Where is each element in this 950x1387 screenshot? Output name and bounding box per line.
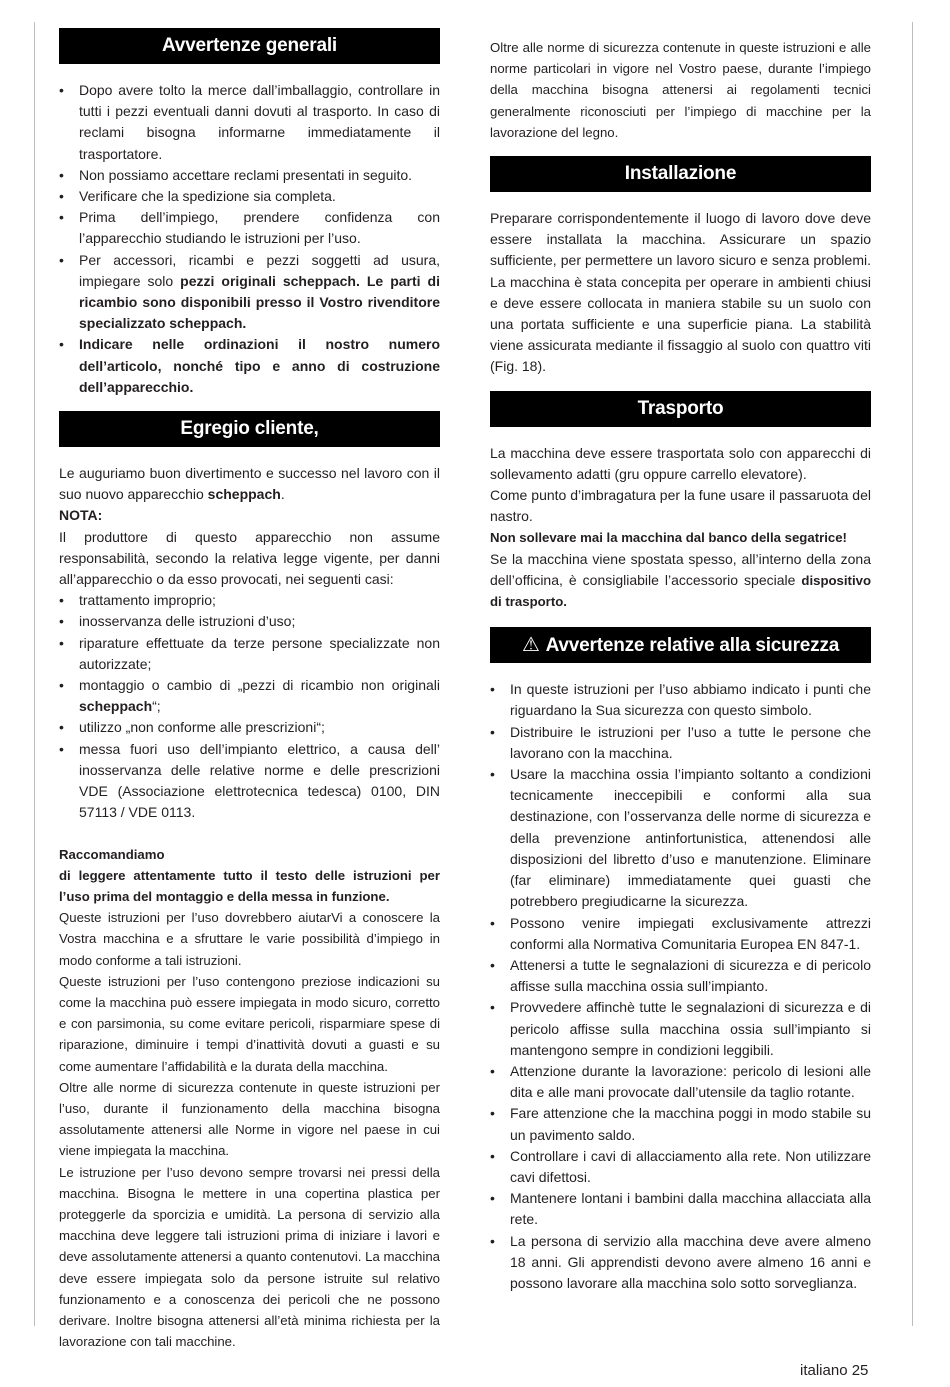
recommend-title: Raccomandiamo — [59, 846, 165, 862]
list-item: • Usare la macchina ossia l’impianto soltanto a condizioni tecnicamente ineccepibili e conformi alla sua destinazione, con l’osservanza delle norme di sicurezza e della prevenzione antinfortunistica, attenendosi alle disposizioni del libretto d’uso e manutenzione. Eliminare (far eliminare) immediatamente quei guasti che potrebbero pregiudicarne la sicurezza. — [490, 764, 871, 912]
welcome-text: Le auguriamo buon divertimento e successo nel lavoro con il suo nuovo apparecchio scheppach. — [59, 465, 440, 503]
list-item: • utilizzo „non conforme alle prescrizioni“; — [59, 717, 440, 738]
list-item: • Prima dell’impiego, prendere confidenza con l’apparecchio studiando le istruzioni per l’uso. — [59, 207, 440, 249]
list-item: • Mantenere lontani i bambini dalla macchina allacciata alla rete. — [490, 1188, 871, 1230]
list-item: • Controllare i cavi di allacciamento alla rete. Non utilizzare cavi difettosi. — [490, 1146, 871, 1188]
transport-text-3: Se la macchina viene spostata spesso, all’interno della zona dell’officina, è consigliabile l’accessorio speciale dispositivo di trasporto. — [490, 550, 871, 610]
transport-warning: Non sollevare mai la macchina dal banco della segatrice! — [490, 530, 847, 546]
left-column — [59, 28, 440, 1352]
recommend-text: di leggere attentamente tutto il testo delle istruzioni per l’uso prima del montaggio e della messa in funzione. — [59, 867, 440, 904]
paragraph: Oltre alle norme di sicurezza contenute in queste istruzioni per l’uso, durante il funzionamento della macchina bisogna assolutamente attenersi alle Norme in vigore nel paese in cui viene impiegata la macchina. — [59, 1079, 440, 1159]
list-item: • riparature effettuate da terze persone specializzate non autorizzate; — [59, 633, 440, 675]
list-item: • Per accessori, ricambi e pezzi soggetti ad usura, impiegare solo pezzi originali scheppach. Le parti di ricambio sono disponibili presso il Vostro rivenditore specializzato scheppach. — [59, 250, 440, 335]
paragraph: Queste istruzioni per l’uso contengono preziose indicazioni su come la macchina può essere impiegata in modo sicuro, corretto e con parsimonia, su come evitare pericoli, risparmiare spese di riparazione, diminuire i tempi d’inattività dovuti a guasti e su come aumentare l’affidabilità e la durata della macchina. — [59, 973, 440, 1074]
heading-safety — [490, 627, 871, 663]
heading-installation: Installazione — [490, 156, 871, 192]
list-item: • Verificare che la spedizione sia completa. — [59, 186, 440, 207]
list-item: • Provvedere affinchè tutte le segnalazioni di sicurezza e di pericolo affisse sulla macchina ossia sull’impianto si mantengono sempre in condizioni leggibili. — [490, 997, 871, 1061]
list-item: • Attenzione durante la lavorazione: pericolo di lesioni alle dita e alle mani provocate dall’utensile da taglio rotante. — [490, 1061, 871, 1103]
list-item: • In queste istruzioni per l’uso abbiamo indicato i punti che riguardano la Sua sicurezza con questo simbolo. — [490, 679, 871, 721]
safety-list — [490, 679, 871, 1294]
list-item: • messa fuori uso dell’impianto elettrico, a causa dell’ inosservanza delle relative norme e delle prescrizioni VDE (Associazione elettrotecnica tedesca) 0100, DIN 57113 / VDE 0113. — [59, 739, 440, 824]
liability-cases-list — [59, 590, 440, 823]
page-footer: italiano 25 — [800, 1362, 869, 1379]
list-item: • trattamento improprio; — [59, 590, 440, 611]
left-margin-rule — [34, 22, 35, 1326]
list-item: • Fare attenzione che la macchina poggi in modo stabile su un pavimento saldo. — [490, 1103, 871, 1145]
transport-text-1: La macchina deve essere trasportata solo con apparecchi di sollevamento adatti (gru oppure carrello elevatore). — [490, 444, 871, 482]
intro-paragraph: Oltre alle norme di sicurezza contenute in queste istruzioni e alle norme particolari in vigore nel Vostro paese, durante l’impiego della macchina bisogna attenersi ai regolamenti tecnici generalmente riconosciuti per l’impiego di macchine per la lavorazione del legno. — [490, 40, 871, 140]
list-item: • La persona di servizio alla macchina deve avere almeno 18 anni. Gli apprendisti devono avere almeno 16 anni e possono lavorare alla macchina solo sotto sorveglianza. — [490, 1231, 871, 1295]
heading-general-warnings: Avvertenze generali — [59, 28, 440, 64]
list-item: • Non possiamo accettare reclami presentati in seguito. — [59, 165, 440, 186]
heading-transport: Trasporto — [490, 391, 871, 427]
paragraph: Queste istruzioni per l’uso dovrebbero aiutarVi a conoscere la Vostra macchina e a sfruttare le varie possibilità d’impiego in modo conforme a tali istruzioni. — [59, 910, 440, 968]
right-column — [490, 37, 871, 1294]
general-warnings-list — [59, 80, 440, 398]
note-label: NOTA: — [59, 507, 103, 524]
note-text: Il produttore di questo apparecchio non assume responsabilità, secondo la relativa legge vigente, per danni all’apparecchio o da esso provocati, nei seguenti casi: — [59, 528, 440, 588]
installation-text: Preparare corrispondentemente il luogo di lavoro dove deve essere installata la macchina. Assicurare un spazio sufficiente, per permettere un lavoro sicuro e senza problemi. La macchina è stata concepita per operare in ambienti chiusi e deve essere collocata in maniera stabile su un suolo con una portata sufficiente e una superficie piana. La stabilità viene assicurata mediante il fissaggio al suolo con quattro viti (Fig. 18). — [490, 210, 871, 375]
heading-dear-customer: Egregio cliente, — [59, 411, 440, 447]
list-item: • Dopo avere tolto la merce dall’imballaggio, controllare in tutti i pezzi eventuali danni dovuti al trasporto. In caso di reclami bisogna informarne immediatamente il trasportatore. — [59, 80, 440, 165]
list-item: • Indicare nelle ordinazioni il nostro numero dell’articolo, nonché tipo e anno di costruzione dell’apparecchio. — [59, 334, 440, 398]
transport-text-2: Come punto d’imbragatura per la fune usare il passaruota del nastro. — [490, 487, 871, 525]
warning-triangle-icon: ⚠ — [521, 634, 540, 657]
heading-safety-label: Avvertenze relative alla sicurezza — [545, 635, 840, 657]
list-item: • inosservanza delle istruzioni d’uso; — [59, 611, 440, 632]
list-item: • Attenersi a tutte le segnalazioni di sicurezza e di pericolo affisse sulla macchina ossia sull’impianto. — [490, 955, 871, 997]
list-item: • montaggio o cambio di „pezzi di ricambio non originali scheppach“; — [59, 675, 440, 717]
list-item: • Distribuire le istruzioni per l’uso a tutte le persone che lavorano con la macchina. — [490, 722, 871, 764]
list-item: • Possono venire impiegati exclusivamente attrezzi conformi alla Normativa Comunitaria Europea EN 847-1. — [490, 913, 871, 955]
paragraph: Le istruzione per l’uso devono sempre trovarsi nei pressi della macchina. Bisogna le mettere in una copertina plastica per proteggerle da sporcizia e umidità. La persona di servizio alla macchina deve leggere tali istruzioni prima di iniziare i lavori e deve assolutamente attenersi a quanto contenutovi. La macchina deve essere impiegata solo da persone istruite sul relativo funzionamento e a conoscenza dei pericoli che ne possono derivare. Inoltre bisogna attenersi all’età minima richiesta per la lavorazione con tali macchine. — [59, 1164, 440, 1350]
right-margin-rule — [912, 22, 913, 1326]
